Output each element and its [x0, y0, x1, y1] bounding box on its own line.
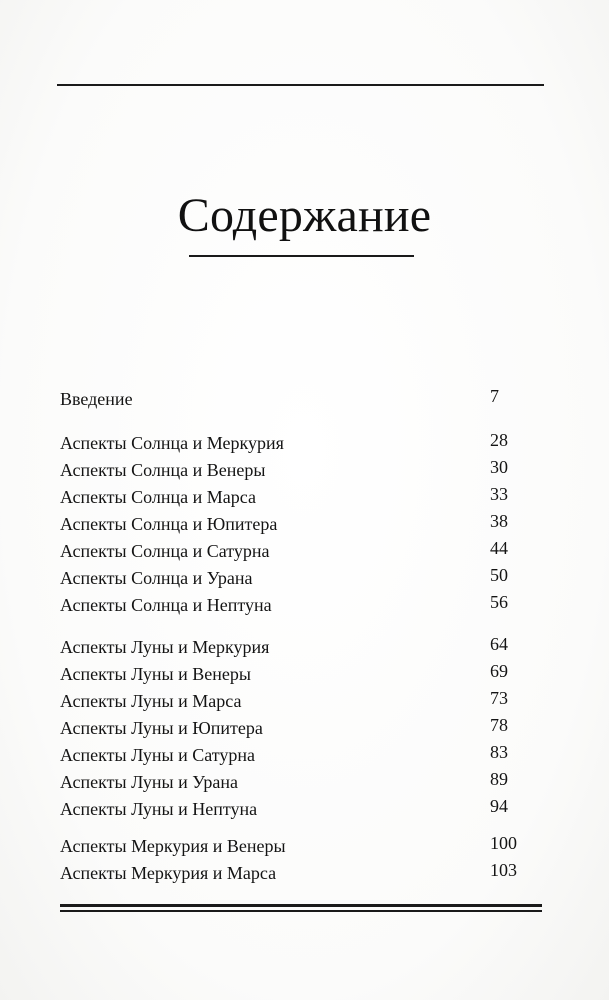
- toc-entry-label: Аспекты Луны и Меркурия: [60, 637, 270, 657]
- toc-entry: [60, 769, 530, 795]
- toc-entry-page: 56: [490, 592, 508, 612]
- toc-entry: [60, 565, 530, 591]
- toc-entry-page: 44: [490, 538, 508, 558]
- toc-entry-label: Аспекты Луны и Урана: [60, 772, 239, 792]
- toc-entry-label: Аспекты Солнца и Венеры: [60, 460, 266, 480]
- toc-entry: [60, 661, 530, 687]
- toc-entry-label: Аспекты Солнца и Урана: [60, 568, 253, 588]
- page-title: Содержание: [177, 189, 432, 242]
- toc-entry: [60, 634, 530, 660]
- toc-entry-page: 73: [490, 688, 508, 708]
- title-underline: [189, 255, 414, 257]
- toc-entry-page: 7: [490, 386, 499, 406]
- toc-entry-page: 89: [490, 769, 508, 789]
- toc-entry-label: Введение: [60, 389, 133, 409]
- toc-entry-page: 28: [490, 430, 508, 450]
- toc-entry: [60, 796, 530, 822]
- toc-entry-page: 78: [490, 715, 508, 735]
- toc-entry-page: 38: [490, 511, 508, 531]
- toc-entry: [60, 742, 530, 768]
- toc-entry: [60, 538, 530, 564]
- toc-entry-page: 100: [490, 833, 517, 853]
- bottom-rule-thin: [60, 910, 542, 912]
- bottom-rule-thick: [60, 904, 542, 907]
- toc-entry-page: 94: [490, 796, 508, 816]
- toc-entry: [60, 833, 530, 859]
- toc-entry: [60, 688, 530, 714]
- toc-entry: [60, 430, 530, 456]
- toc-entry-label: Аспекты Солнца и Марса: [60, 487, 256, 507]
- toc-entry-page: 64: [490, 634, 508, 654]
- toc-entry-label: Аспекты Меркурия и Венеры: [60, 836, 286, 856]
- toc-entry-page: 33: [490, 484, 508, 504]
- toc-entry: [60, 860, 530, 886]
- toc-entry-page: 103: [490, 860, 517, 880]
- toc-entry-page: 50: [490, 565, 508, 585]
- toc-entry-label: Аспекты Луны и Венеры: [60, 664, 251, 684]
- toc-entry-label: Аспекты Луны и Марса: [60, 691, 242, 711]
- toc-entry: [60, 715, 530, 741]
- toc-entry: [60, 484, 530, 510]
- toc-entry-label: Аспекты Меркурия и Марса: [60, 863, 277, 883]
- toc-entry-label: Аспекты Солнца и Нептуна: [60, 595, 272, 615]
- toc-entry: [60, 386, 530, 412]
- toc-entry-label: Аспекты Солнца и Юпитера: [60, 514, 278, 534]
- toc-entry-label: Аспекты Солнца и Сатурна: [60, 541, 270, 561]
- toc-entry-label: Аспекты Луны и Нептуна: [60, 799, 258, 819]
- toc-entry: [60, 592, 530, 618]
- toc-entry-page: 69: [490, 661, 508, 681]
- toc-entry-label: Аспекты Солнца и Меркурия: [60, 433, 284, 453]
- toc-entry-label: Аспекты Луны и Юпитера: [60, 718, 263, 738]
- toc-entry-page: 83: [490, 742, 508, 762]
- toc-entry-page: 30: [490, 457, 508, 477]
- toc-entry: [60, 457, 530, 483]
- toc-entry: [60, 511, 530, 537]
- toc-entry-label: Аспекты Луны и Сатурна: [60, 745, 256, 765]
- top-rule: [57, 84, 544, 86]
